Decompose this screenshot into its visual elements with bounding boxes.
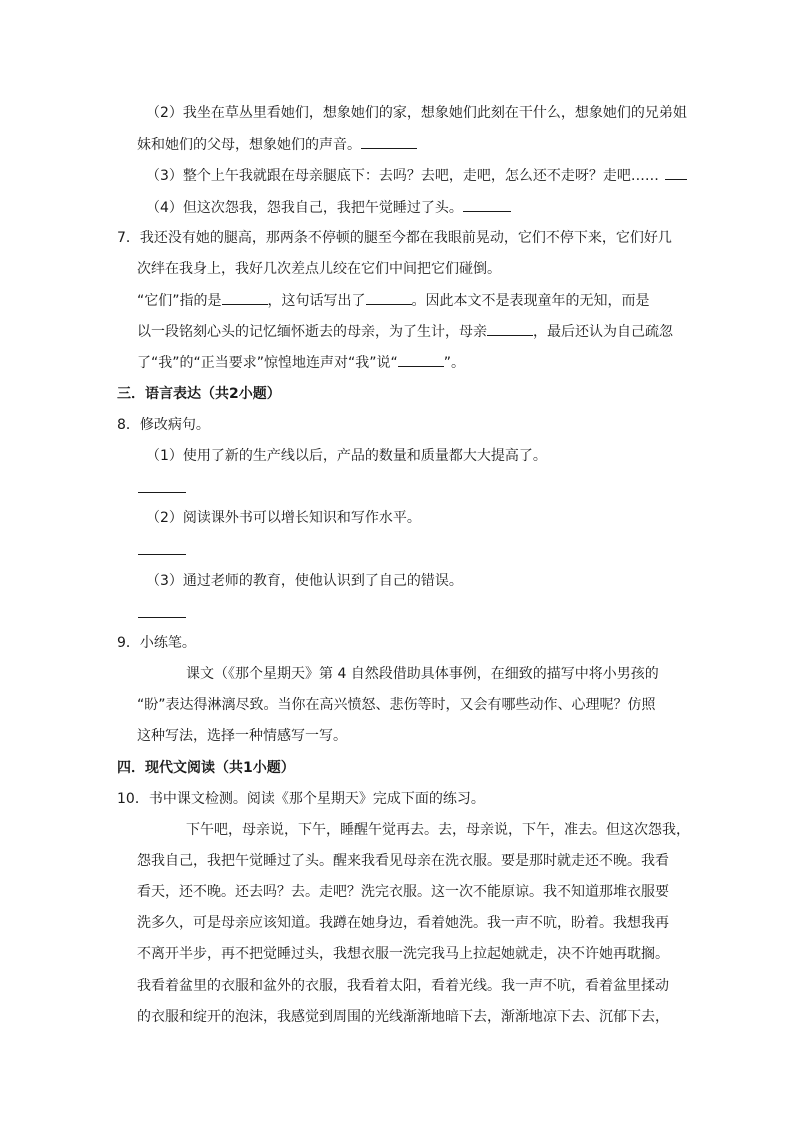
answer-line[interactable] — [138, 617, 186, 618]
q7-line3c: 。因此本文不是表现童年的无知，而是 — [411, 293, 650, 309]
q10-para-line2: 怨我自己，我把午觉睡过了头。醒来我看见母亲在洗衣服。要是那时就走还不晚。我看 — [137, 853, 669, 869]
q7-line2: 次绊在我身上，我好几次差点儿绞在它们中间把它们碰倒。 — [137, 261, 501, 277]
q9-title: 9．小练笔。 — [117, 635, 196, 651]
answer-blank[interactable] — [398, 352, 444, 367]
q8-item2: （2）阅读课外书可以增长知识和写作水平。 — [146, 510, 421, 526]
q10-para-line6: 我看着盆里的衣服和盆外的衣服，我看着太阳，看着光线。我一声不吭，看着盆里揉动 — [137, 978, 669, 994]
q6-item4-text: （4）但这次怨我，怨我自己，我把午觉睡过了头。 — [146, 200, 463, 216]
q7-line1: 7．我还没有她的腿高，那两条不停顿的腿至今都在我眼前晃动，它们不停下来，它们好几 — [117, 230, 672, 246]
answer-blank[interactable] — [665, 165, 687, 180]
q7-line5a: 了“我”的“正当要求”惊惶地连声对“我”说“ — [137, 355, 398, 371]
q8-title: 8．修改病句。 — [117, 417, 210, 433]
q6-item2-line1: （2）我坐在草丛里看她们，想象她们的家，想象她们此刻在干什么，想象她们的兄弟姐 — [146, 105, 687, 121]
q7-line5b: ”。 — [443, 355, 466, 371]
answer-line[interactable] — [138, 492, 186, 493]
q10-para-line4: 洗多久，可是母亲应该知道。我蹲在她身边，看着她洗。我一声不吭，盼着。我想我再 — [137, 915, 669, 931]
q6-item3-text: （3）整个上午我就跟在母亲腿底下：去吗？去吧，走吧，怎么还不走呀？走吧…… — [146, 168, 659, 184]
answer-blank[interactable] — [361, 134, 417, 149]
q7-line3b: ，这句话写出了 — [267, 293, 366, 309]
q7-line4 — [137, 321, 673, 341]
q7-line5 — [137, 352, 465, 372]
q6-item3 — [146, 165, 687, 185]
answer-line[interactable] — [138, 554, 186, 555]
q10-title: 10．书中课文检测。阅读《那个星期天》完成下面的练习。 — [117, 791, 485, 807]
q8-item3: （3）通过老师的教育，使他认识到了自己的错误。 — [146, 573, 463, 589]
q6-item2-line2 — [137, 134, 417, 154]
q10-para-line7: 的衣服和绽开的泡沫，我感觉到周围的光线渐渐地暗下去，渐渐地凉下去、沉郁下去， — [137, 1009, 669, 1025]
answer-blank[interactable] — [222, 290, 268, 305]
q6-item2-line2-text: 妹和她们的父母，想象她们的声音。 — [137, 137, 361, 153]
q7-line4b: ，最后还认为自己疏忽 — [533, 324, 673, 340]
q7-line4a: 以一段铭刻心头的记忆缅怀逝去的母亲，为了生计，母亲 — [137, 324, 487, 340]
q7-line3a: “它们”指的是 — [137, 293, 222, 309]
q7-line3 — [137, 290, 650, 310]
q10-para-line3: 看天，还不晚。还去吗？去。走吧？洗完衣服。这一次不能原谅。我不知道那堆衣服要 — [137, 884, 669, 900]
q6-item4 — [146, 197, 511, 217]
q8-item1: （1）使用了新的生产线以后，产品的数量和质量都大大提高了。 — [146, 448, 547, 464]
section-3-heading: 三．语言表达（共2小题） — [117, 386, 281, 402]
answer-blank[interactable] — [366, 290, 412, 305]
q9-line2: “盼”表达得淋漓尽致。当你在高兴愤怒、悲伤等时，又会有哪些动作、心理呢？仿照 — [137, 697, 656, 713]
q10-para-line5: 不离开半步，再不把觉睡过头，我想衣服一洗完我马上拉起她就走，决不许她再耽搁。 — [137, 946, 669, 962]
q9-line1: 课文（《那个星期天》第 4 自然段借助具体事例，在细致的描写中将小男孩的 — [186, 666, 659, 682]
q9-line3: 这种写法，选择一种情感写一写。 — [137, 728, 347, 744]
answer-blank[interactable] — [487, 321, 533, 336]
section-4-heading: 四．现代文阅读（共1小题） — [117, 760, 295, 776]
answer-blank[interactable] — [463, 197, 511, 212]
q10-para-line1: 下午吧，母亲说，下午，睡醒午觉再去。去，母亲说，下午，准去。但这次怨我， — [186, 822, 690, 838]
